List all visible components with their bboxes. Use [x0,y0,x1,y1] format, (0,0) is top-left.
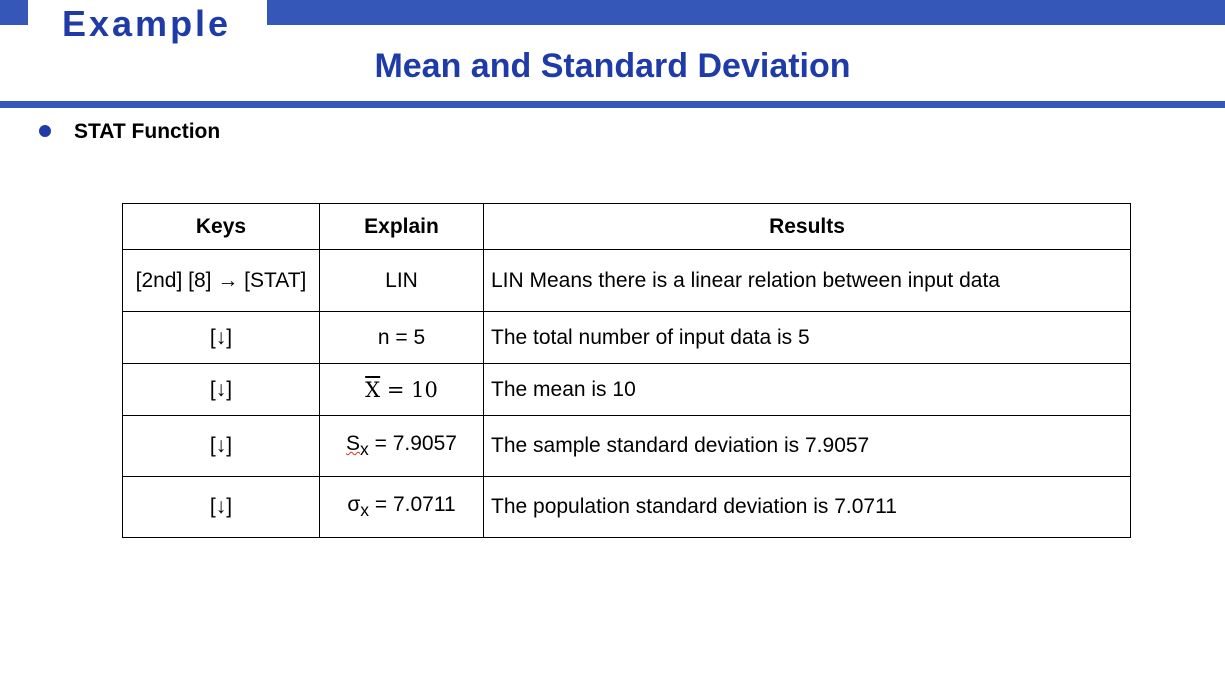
explain-cell: n = 5 [320,312,484,364]
result-cell: The mean is 10 [484,364,1131,416]
explain-value: = 10 [386,377,438,402]
keys-cell: [↓] [123,416,320,477]
column-header-keys: Keys [123,204,320,250]
explain-cell: LIN [320,250,484,312]
table-row [123,312,1131,364]
explain-value: = 7.9057 [368,431,457,455]
table-row [123,364,1131,416]
bullet-icon [39,125,51,137]
keys-cell: [↓] [123,312,320,364]
table-header-row [123,204,1131,250]
sx-symbol [346,431,369,460]
result-cell: The population standard deviation is 7.0711 [484,477,1131,538]
header-bar-left [0,0,28,25]
column-header-explain: Explain [320,204,484,250]
table-row [123,416,1131,477]
explain-cell [320,416,484,477]
x-subscript: x [360,500,370,521]
explain-value: = 7.0711 [369,492,456,516]
sigma-symbol: σ [347,492,361,516]
table-row [123,477,1131,538]
table-row [123,250,1131,312]
header-bar-right [267,0,1225,25]
keys-cell: [↓] [123,477,320,538]
x-bar-symbol: $\overline{X}$ [365,377,381,402]
explain-cell [320,477,484,538]
explain-cell [320,364,484,416]
keys-cell: [2nd] [8] → [STAT] [123,250,320,312]
result-cell: The total number of input data is 5 [484,312,1131,364]
result-cell: LIN Means there is a linear relation between input data [484,250,1131,312]
keys-cell: [↓] [123,364,320,416]
x-subscript: x [360,439,369,460]
stat-table [122,203,1131,538]
s-symbol: S [346,431,361,455]
slide-title: Mean and Standard Deviation [374,47,851,85]
example-label: Example [62,3,232,44]
result-cell: The sample standard deviation is 7.9057 [484,416,1131,477]
bullet-text: STAT Function [74,120,221,143]
title-divider [0,101,1225,108]
column-header-results: Results [484,204,1131,250]
